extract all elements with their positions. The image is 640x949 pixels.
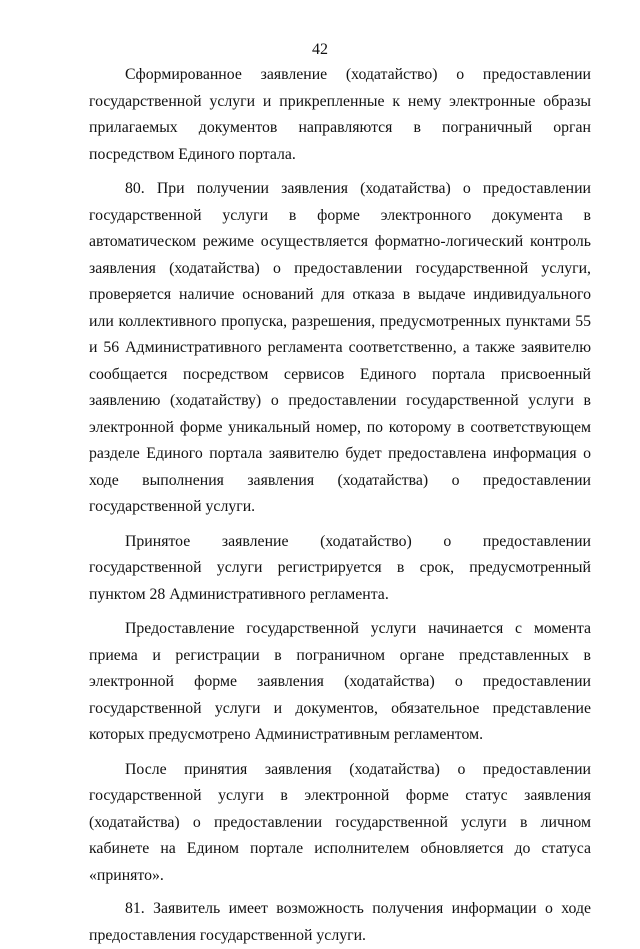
page-number: 42 [312,41,328,58]
paragraph-submission-sent: Сформированное заявление (ходатайство) о предоставлении государственной услуги и прикрепленные к нему электронные образы прилагаемых документов направляются в пограничный орган посредством Единого портала. [89,66,591,163]
document-body [89,62,591,949]
paragraph-81-progress-info: 81. Заявитель имеет возможность получения информации о ходе предоставления государственной услуги. [89,900,591,944]
paragraph-service-start: Предоставление государственной услуги начинается с момента приема и регистрации в пограничном органе представленных в электронной форме заявления (ходатайства) о предоставлении государственной услуги и документов, обязательное представление которых предусмотрено Административным регламентом. [89,620,591,743]
paragraph-application-registration: Принятое заявление (ходатайство) о предоставлении государственной услуги регистрируется в срок, предусмотренный пунктом 28 Административного регламента. [89,532,591,603]
paragraph-80-format-logical-control: 80. При получении заявления (ходатайства) о предоставлении государственной услуги в форме электронного документа в автоматическом режиме осуществляется форматно-логический контроль заявления (ходатайства) о предоставлении государственной услуги, проверяется наличие оснований для отказа в выдаче индивидуального или коллективного пропуска, разрешения, предусмотренных пунктами 55 и 56 Административного регламента соответственно, а также заявителю сообщается посредством сервисов Единого портала присвоенный заявлению (ходатайству) о предоставлении государственной услуги в электронной форме уникальный номер, по которому в соответствующем разделе Единого портала заявителю будет предоставлена информация о ходе выполнения заявления (ходатайства) о предоставлении государственной услуги. [89,180,591,515]
paragraph-status-accepted: После принятия заявления (ходатайства) о предоставлении государственной услуги в электронной форме статус заявления (ходатайства) о предоставлении государственной услуги в личном кабинете на Едином портале исполнителем обновляется до статуса «принято». [89,760,591,884]
